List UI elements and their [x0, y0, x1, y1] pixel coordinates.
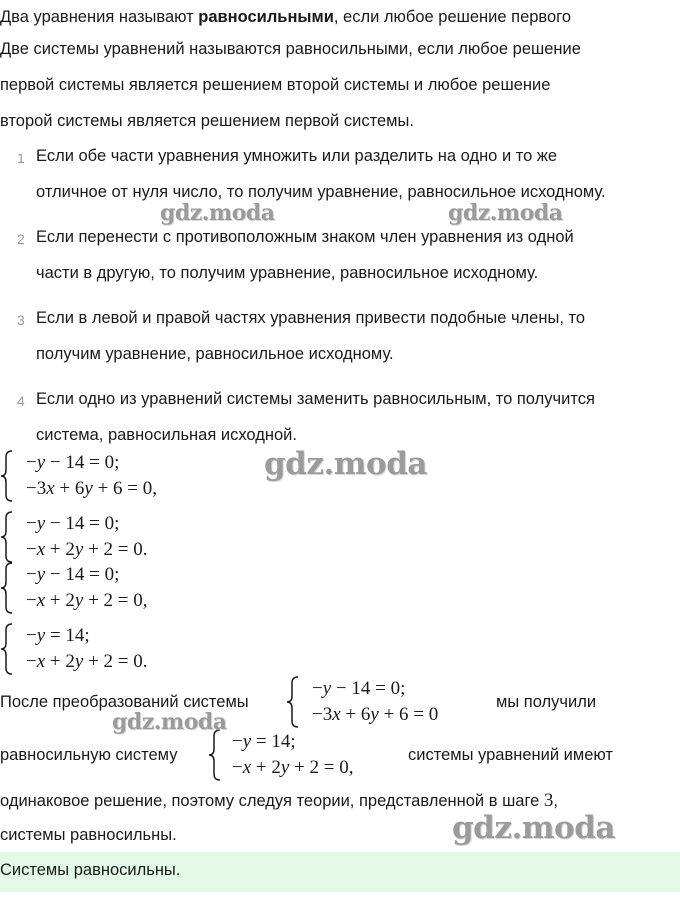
left-brace-icon — [0, 623, 14, 675]
comma: , — [553, 792, 558, 810]
watermark: gdz.moda — [448, 200, 563, 226]
intro-bold-term: равносильными — [198, 8, 334, 26]
rule-1-line-2: отличное от нуля число, то получим уравнение, равносильное исходному. — [36, 183, 606, 201]
conclusion-text-1: После преобразований системы — [0, 693, 249, 711]
answer-box — [0, 852, 680, 892]
conclusion-text-6: системы равносильны. — [0, 826, 177, 844]
rule-number: 2 — [17, 231, 25, 247]
left-brace-icon — [0, 450, 14, 502]
watermark: gdz.moda — [112, 709, 227, 735]
rule-2-line-2: части в другую, то получим уравнение, равносильное исходному. — [36, 264, 539, 282]
left-brace-icon — [286, 676, 300, 728]
rule-number: 1 — [17, 150, 25, 166]
left-brace-icon — [0, 511, 14, 563]
watermark: gdz.moda — [264, 446, 427, 482]
answer-text: Системы равносильны. — [0, 861, 181, 879]
intro-line-1 — [0, 8, 571, 27]
conclusion-text-3: равносильную систему — [0, 746, 178, 764]
system-4-eq-1: −y = 14; — [26, 625, 90, 646]
conclusion-text-5 — [0, 790, 558, 812]
rule-4-line-1: Если одно из уравнений системы заменить равносильным, то получится — [36, 390, 595, 408]
rule-2-line-1: Если перенести с противоположным знаком член уравнения из одной — [36, 228, 574, 246]
conclusion-text-5-body: одинаковое решение, поэтому следуя теории, представленной в шаге — [0, 792, 540, 810]
rule-4-line-2: система, равносильная исходной. — [36, 426, 297, 444]
intro-text: Два уравнения называют — [0, 8, 199, 26]
system-1-eq-1: −y − 14 = 0; — [26, 452, 120, 473]
watermark: gdz.moda — [452, 810, 615, 846]
rule-number: 3 — [17, 312, 25, 328]
conclusion-text-4: системы уравнений имеют — [408, 746, 613, 764]
inline-system-a-eq-1: −y − 14 = 0; — [312, 678, 406, 699]
watermark: gdz.moda — [160, 200, 275, 226]
intro-text-suffix: , если любое решение первого — [333, 8, 572, 26]
intro-line-4: второй системы является решением первой системы. — [0, 112, 414, 130]
system-3-eq-2: −x + 2y + 2 = 0, — [26, 590, 148, 611]
system-2-eq-2: −x + 2y + 2 = 0. — [26, 539, 148, 560]
system-1-eq-2: −3x + 6y + 6 = 0, — [26, 478, 157, 499]
conclusion-text-2: мы получили — [496, 693, 597, 711]
system-2-eq-1: −y − 14 = 0; — [26, 513, 120, 534]
intro-line-2: Две системы уравнений называются равносильными, если любое решение — [0, 40, 581, 58]
rule-3-line-1: Если в левой и правой частях уравнения привести подобные члены, то — [36, 309, 586, 327]
left-brace-icon — [0, 562, 14, 614]
left-brace-icon — [208, 729, 222, 781]
rule-1-line-1: Если обе части уравнения умножить или разделить на одно и то же — [36, 147, 558, 165]
rule-3-line-2: получим уравнение, равносильное исходному. — [36, 345, 394, 363]
step-number: 3 — [543, 790, 554, 811]
inline-system-b-eq-2: −x + 2y + 2 = 0, — [232, 757, 354, 778]
system-4-eq-2: −x + 2y + 2 = 0. — [26, 651, 148, 672]
inline-system-a-eq-2: −3x + 6y + 6 = 0 — [312, 704, 439, 725]
rule-number: 4 — [17, 393, 25, 409]
inline-system-b-eq-1: −y = 14; — [232, 731, 296, 752]
intro-line-3: первой системы является решением второй системы и любое решение — [0, 76, 551, 94]
system-3-eq-1: −y − 14 = 0; — [26, 564, 120, 585]
